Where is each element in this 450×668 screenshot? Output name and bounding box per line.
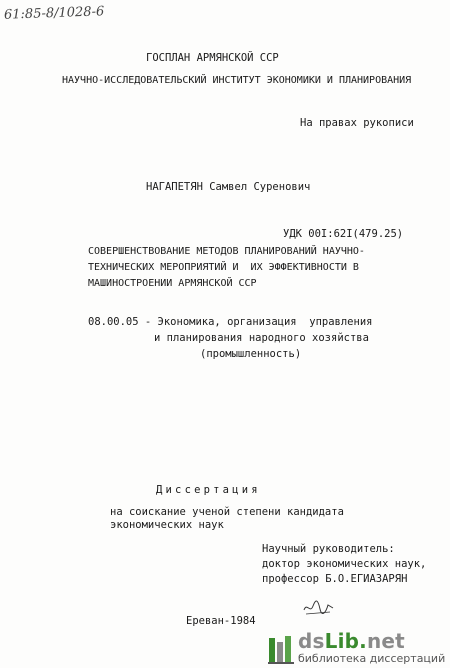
archive-mark: 61:85-8/1028-6 bbox=[3, 4, 105, 23]
brand-subtitle: библиотека диссертаций bbox=[298, 652, 446, 665]
institute-heading: НАУЧНО-ИССЛЕДОВАТЕЛЬСКИЙ ИНСТИТУТ ЭКОНОМИКИ И ПЛАНИРОВАНИЯ bbox=[62, 75, 412, 86]
supervisor-line: доктор экономических наук, bbox=[262, 558, 427, 570]
dslib-watermark[interactable] bbox=[268, 622, 446, 664]
supervisor-line: профессор Б.О.ЕГИАЗАРЯН bbox=[262, 573, 408, 585]
author-name: НАГАПЕТЯН Самвел Суренович bbox=[146, 181, 311, 193]
organization-heading: ГОСПЛАН АРМЯНСКОЙ ССР bbox=[146, 52, 279, 64]
signature bbox=[302, 596, 336, 618]
specialty-line: 08.00.05 - Экономика, организация управления bbox=[88, 316, 373, 328]
book-stack-icon bbox=[268, 634, 294, 664]
specialty-line: и планирования народного хозяйства bbox=[154, 332, 369, 344]
title-line: МАШИНОСТРОЕНИИ АРМЯНСКОЙ ССР bbox=[88, 278, 257, 289]
rights-notice: На правах рукописи bbox=[300, 117, 414, 129]
udk-code: УДК 00I:62I(479.25) bbox=[283, 228, 404, 240]
title-line: СОВЕРШЕНСТВОВАНИЕ МЕТОДОВ ПЛАНИРОВАНИЙ НАУЧНО- bbox=[88, 246, 365, 257]
brand-name: dsLib.net bbox=[298, 629, 405, 653]
document-type: Диссертация bbox=[156, 484, 261, 496]
specialty-line: (промышленность) bbox=[200, 348, 302, 360]
title-line: ТЕХНИЧЕСКИХ МЕРОПРИЯТИЙ И ИХ ЭФФЕКТИВНОСТИ В bbox=[88, 262, 359, 273]
supervisor-line: Научный руководитель: bbox=[262, 543, 395, 555]
degree-line: экономических наук bbox=[110, 519, 224, 531]
city-year: Ереван-1984 bbox=[186, 615, 256, 627]
degree-line: на соискание ученой степени кандидата bbox=[110, 506, 344, 518]
